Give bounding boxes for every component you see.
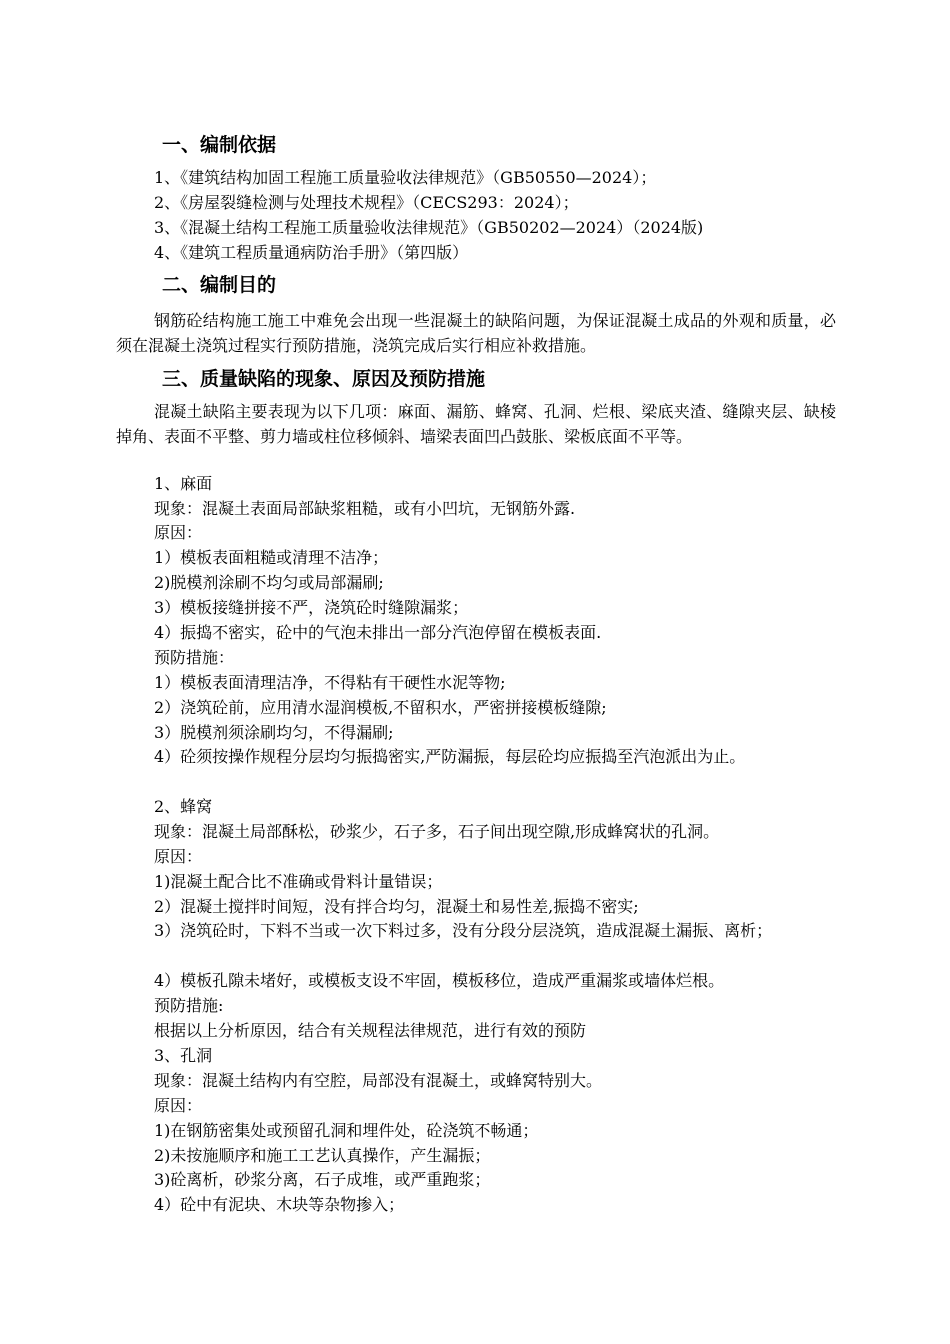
fengwo-prevention-text: 根据以上分析原因，结合有关规程法律规范，进行有效的预防 (154, 1021, 587, 1040)
fengwo-cause-item: 2）混凝土搅拌时间短，没有拌合均匀，混凝土和易性差,振捣不密实; (154, 897, 639, 916)
mamian-prevention-label: 预防措施： (154, 648, 235, 667)
mamian-cause-item: 4）振捣不密实，砼中的气泡未排出一部分汽泡停留在模板表面. (154, 623, 602, 642)
basis-item: 1、《建筑结构加固工程施工质量验收法律规范》（GB50550—2024）； (154, 168, 657, 187)
basis-item: 4、《建筑工程质量通病防治手册》（第四版） (154, 243, 469, 262)
section-heading-defects: 三、质量缺陷的现象、原因及预防措施 (162, 368, 486, 390)
mamian-cause-label: 原因： (154, 523, 203, 542)
mamian-prevention-item: 4）砼须按操作规程分层均匀振捣密实,严防漏振，每层砼均应振捣至汽泡派出为止。 (154, 747, 746, 766)
section-heading-purpose: 二、编制目的 (162, 274, 277, 296)
mamian-phenomenon: 现象：混凝土表面局部缺浆粗糙，或有小凹坑，无钢筋外露. (154, 499, 576, 518)
section-heading-basis: 一、编制依据 (162, 134, 277, 156)
kongdong-cause-label: 原因： (154, 1096, 203, 1115)
fengwo-cause-item: 4）模板孔隙未堵好，或模板支设不牢固，模板移位，造成严重漏浆或墙体烂根。 (154, 971, 725, 990)
kongdong-cause-item: 4）砼中有泥块、木块等杂物掺入； (154, 1195, 405, 1214)
fengwo-phenomenon: 现象：混凝土局部酥松，砂浆少，石子多，石子间出现空隙,形成蜂窝状的孔洞。 (154, 822, 720, 841)
kongdong-phenomenon: 现象：混凝土结构内有空腔，局部没有混凝土，或蜂窝特别大。 (154, 1071, 603, 1090)
mamian-prevention-item: 1）模板表面清理洁净，不得粘有干硬性水泥等物; (154, 673, 506, 692)
fengwo-cause-label: 原因： (154, 847, 203, 866)
defects-intro-paragraph: 混凝土缺陷主要表现为以下几项：麻面、漏筋、蜂窝、孔洞、烂根、梁底夹渣、缝隙夹层、缺棱掉角、表面不平整、剪力墙或柱位移倾斜、墙梁表面凹凸鼓胀、梁板底面不平等。 (116, 402, 836, 446)
purpose-paragraph: 钢筋砼结构施工施工中难免会出现一些混凝土的缺陷问题，为保证混凝土成品的外观和质量，必须在混凝土浇筑过程实行预防措施，浇筑完成后实行相应补救措施。 (116, 311, 836, 355)
kongdong-cause-item: 1)在钢筋密集处或预留孔洞和埋件处，砼浇筑不畅通； (154, 1121, 539, 1140)
mamian-prevention-item: 3）脱模剂须涂刷均匀，不得漏刷; (154, 723, 394, 742)
subsection-title-fengwo: 2、蜂窝 (154, 797, 213, 816)
subsection-title-mamian: 1、麻面 (154, 474, 213, 493)
fengwo-cause-item: 3）浇筑砼时，下料不当或一次下料过多，没有分段分层浇筑，造成混凝土漏振、离析； (154, 921, 773, 940)
basis-item: 2、《房屋裂缝检测与处理技术规程》（CECS293：2024）； (154, 193, 579, 212)
subsection-title-kongdong: 3、孔洞 (154, 1046, 213, 1065)
kongdong-cause-item: 3)砼离析，砂浆分离，石子成堆，或严重跑浆； (154, 1170, 491, 1189)
mamian-cause-item: 3）模板接缝拼接不严，浇筑砼时缝隙漏浆； (154, 598, 469, 617)
mamian-prevention-item: 2）浇筑砼前，应用清水湿润模板,不留积水，严密拼接模板缝隙; (154, 698, 607, 717)
kongdong-cause-item: 2)未按施顺序和施工工艺认真操作，产生漏振； (154, 1146, 491, 1165)
fengwo-cause-item: 1)混凝土配合比不准确或骨料计量错误； (154, 872, 443, 891)
basis-item: 3、《混凝土结构工程施工质量验收法律规范》（GB50202—2024）（2024版) (154, 218, 704, 237)
fengwo-prevention-label: 预防措施: (154, 996, 224, 1015)
mamian-cause-item: 1）模板表面粗糙或清理不洁净； (154, 548, 389, 567)
mamian-cause-item: 2)脱模剂涂刷不均匀或局部漏刷; (154, 573, 384, 592)
